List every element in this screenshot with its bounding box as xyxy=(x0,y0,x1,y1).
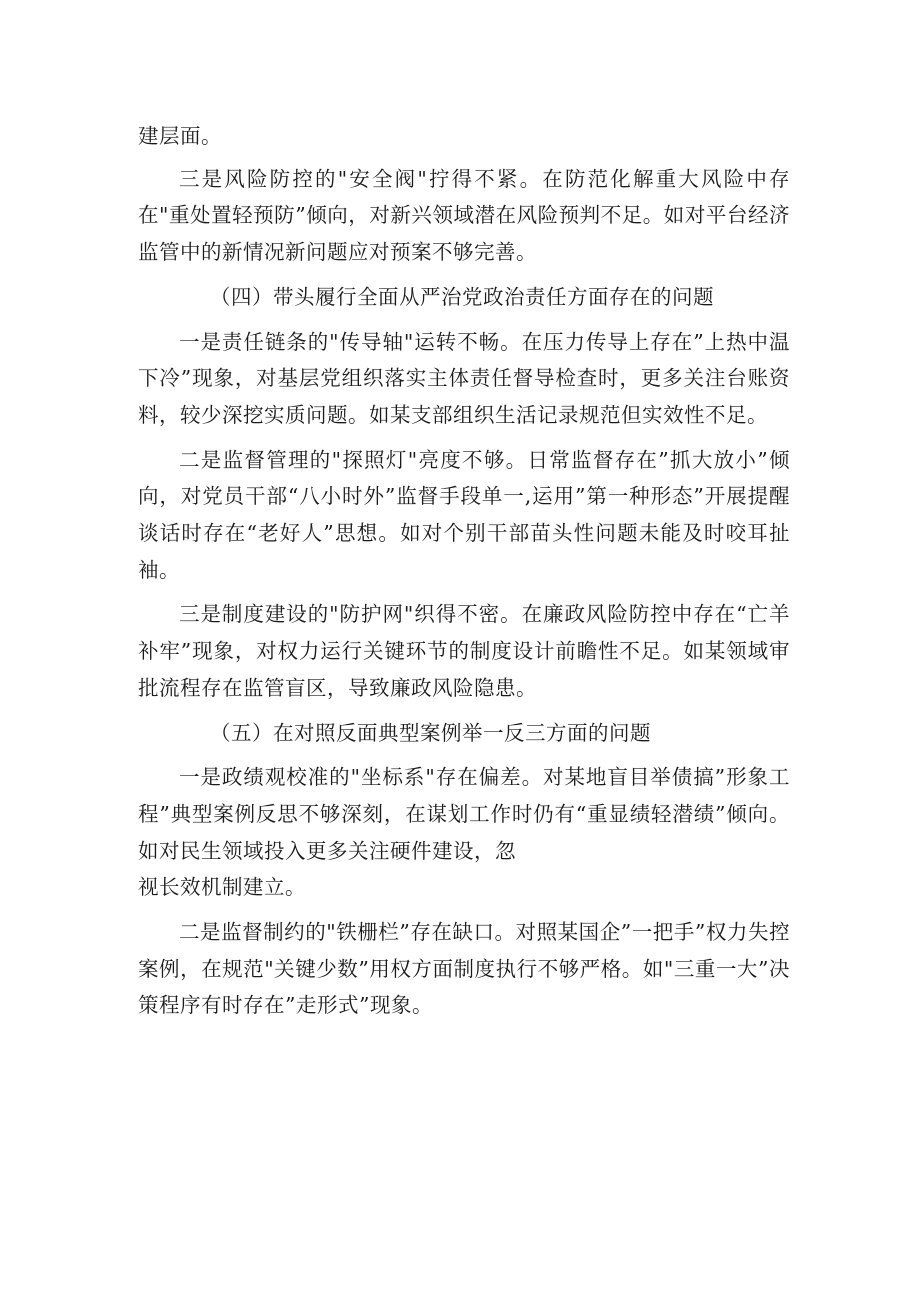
paragraph-performance-view-continued: 视长效机制建立。 xyxy=(138,875,306,900)
section-heading-four: （四）带头履行全面从严治党政治责任方面存在的问题 xyxy=(210,284,714,309)
paragraph-supervision-constraint: 二是监督制约的"铁栅栏”存在缺口。对照某国企”一把手”权力失控案例，在规范"关键少数”用权方面制度执行不够严格。如"三重一大”决策程序有时存在”走形式”现象。 xyxy=(138,920,790,1018)
paragraph-continuation: 建层面。 xyxy=(138,124,222,148)
paragraph-responsibility-chain: 一是责任链条的"传导轴"运转不畅。在压力传导上存在”上热中温下冷”现象，对基层党组织落实主体责任督导检查时，更多关注台账资料，较少深挖实质问题。如某支部组织生活记录规范但实效性不足。 xyxy=(138,329,790,427)
paragraph-system-building: 三是制度建设的"防护网"织得不密。在廉政风险防控中存在“亡羊补牢”现象，对权力运行关键环节的制度设计前瞻性不足。如某领域审批流程存在监管盲区，导致廉政风险隐患。 xyxy=(138,602,790,700)
paragraph-performance-view: 一是政绩观校准的"坐标系"存在偏差。对某地盲目举债搞”形象工程”典型案例反思不够深刻，在谋划工作时仍有“重显绩轻潜绩”倾向。如对民生领域投入更多关注硬件建设，忽 xyxy=(138,765,790,863)
section-heading-five: （五）在对照反面典型案例举一反三方面的问题 xyxy=(210,720,651,745)
document-body xyxy=(138,118,790,1032)
paragraph-risk-control: 三是风险防控的"安全阀"拧得不紧。在防范化解重大风险中存在"重处置轻预防”倾向，对新兴领域潜在风险预判不足。如对平台经济监管中的新情况新问题应对预案不够完善。 xyxy=(138,166,790,265)
paragraph-supervision-management: 二是监督管理的"探照灯"亮度不够。日常监督存在”抓大放小”倾向，对党员干部“八小时外”监督手段单一,运用”第一种形态”开展提醒谈话时存在“老好人”思想。如对个别干部苗头性问题未能及时咬耳扯袖。 xyxy=(138,447,790,582)
